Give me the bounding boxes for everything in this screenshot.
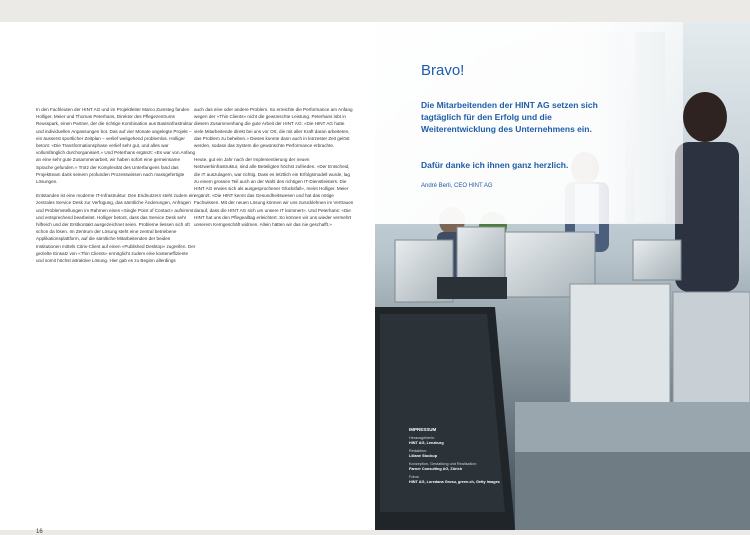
page-number: 16 — [36, 529, 43, 535]
impressum-label: Fotos: — [409, 475, 420, 479]
text-column-2 — [194, 106, 354, 235]
right-page — [375, 22, 750, 530]
impressum-title: IMPRESSUM — [409, 427, 437, 432]
quote-attribution: André Berli, CEO HINT AG — [421, 183, 493, 189]
impressum-value: HINT AG, Loredana Grosu, green.ch, Getty Images — [409, 480, 500, 484]
impressum-value: HINT AG, Lenzburg — [409, 441, 444, 445]
body-paragraph: Heute, gut ein Jahr nach der Implementierung der neuen Netzwerkinfrastruktur, sind alle Beteiligten höchst zufrieden. «Der Entscheid, die IT auszulagern, war richtig. Dass es letztlich ein Erfolgsmodell wurde, lag zu einem grossen Teil auch an der Wahl des richtigen IT-Dienstleisters. Die HINT AG erwies sich als ausgesprochener Glücksfall», meint Holliger. Meier ergänzt: «Die HINT kennt das Gesundheitswesen und hat das nötige Fachwissen. Mit der neuen Lösung können wir uns zurücklehnen im Vertrauen darauf, dass die HINT AG sich um unsere IT kümmert». Und Peterhans: «Die HINT hat uns den Pflegealltag erleichtert. So können wir uns wieder vermehrt unserem Kerngeschäft widmen. Allein hätten wir das nie geschafft.» — [194, 157, 354, 228]
body-paragraph: auch das eine oder andere Problem. So erreichte die Performance am Anfang wegen der «Thin Clients» nicht die gewünschte Leistung. Peterhans lobt in diesem Zusammenhang die gute Arbeit der HINT AG: «Die HINT AG hatte viele Mitarbeitende direkt bei uns vor Ort, die mit aller Kraft daran arbeiteten, das Problem zu beheben.» Dieses konnte dann auch in kürzester Zeit gelöst werden, sodass das System die gewünschte Performance erbrachte. — [194, 107, 353, 149]
impressum-value: Farner Consulting AG, Zürich — [409, 467, 463, 471]
impressum — [409, 427, 500, 488]
subheadline: Die Mitarbeitenden der HINT AG setzen sich tagtäglich für den Erfolg und die Weiterentwicklung des Unternehmens ein. — [421, 100, 598, 134]
thanks-text: Dafür danke ich ihnen ganz herzlich. — [421, 160, 569, 170]
impressum-label: Herausgeberin: — [409, 436, 435, 440]
headline: Bravo! — [421, 62, 465, 79]
impressum-label: Redaktion: — [409, 449, 428, 453]
body-paragraph: In den Fachleuten der HINT AG und im Projektleiter Marco Zumsteg fanden Holliger, Meier und Thomas Peterhans, Direktor des Pflegezentrums Reusspark, einen Partner, der die richtige Kombination aus Basisinfrastruktur und individuellen Anpassungen bot. Das auf vier Monate angelegte Projekt – ein äusserst sportlicher Zeitplan – verlief weitgehend problemlos. Holliger betont: «Die Transformationsphase verlief sehr gut, und alles war vollumfänglich durchorganisiert.» Und Peterhans ergänzt: «Es war von Anfang an eine sehr gute Zusammenarbeit, wir haben sofort eine gemeinsame Sprache gefunden.» Trotz der Komplexität des Unterfangens fand das Projektteam dank seinem profunden Prozesswissen nach massgefertigte Lösungen. — [36, 107, 196, 185]
left-page — [0, 22, 375, 535]
impressum-value: Liliane Stockup — [409, 454, 438, 458]
text-column-1 — [36, 106, 196, 271]
body-paragraph: Entstanden ist eine moderne IT-Infrastruktur. Den Endnutzern steht zudem ein zentrales Service Desk zur Verfügung, das sämtliche Änderungen, Anfragen und Problemstellungen im Rahmen eines «Single Point of Contact» aufnimmt und entsprechend bearbeitet. Holliger betont, dass das Service Desk sehr hilfreich und der Erstkontakt ausgezeichnet seien. Probleme liessen sich oft schon da lösen. Im Zentrum der Lösung steht eine zentral betriebene Applikationsplattform, auf die sämtliche Mitarbeitenden der beiden Institutionen mittels Citrix-Client auf einen «Published Desktop» zugreifen. Der gezielte Einsatz von «Thin Clients» ermöglicht zudem eine kosteneffiziente und somit höchst attraktive Lösung. Hier gab es zu Beginn allerdings — [36, 193, 196, 264]
impressum-label: Konzeption, Gestaltung und Realisation: — [409, 462, 477, 466]
